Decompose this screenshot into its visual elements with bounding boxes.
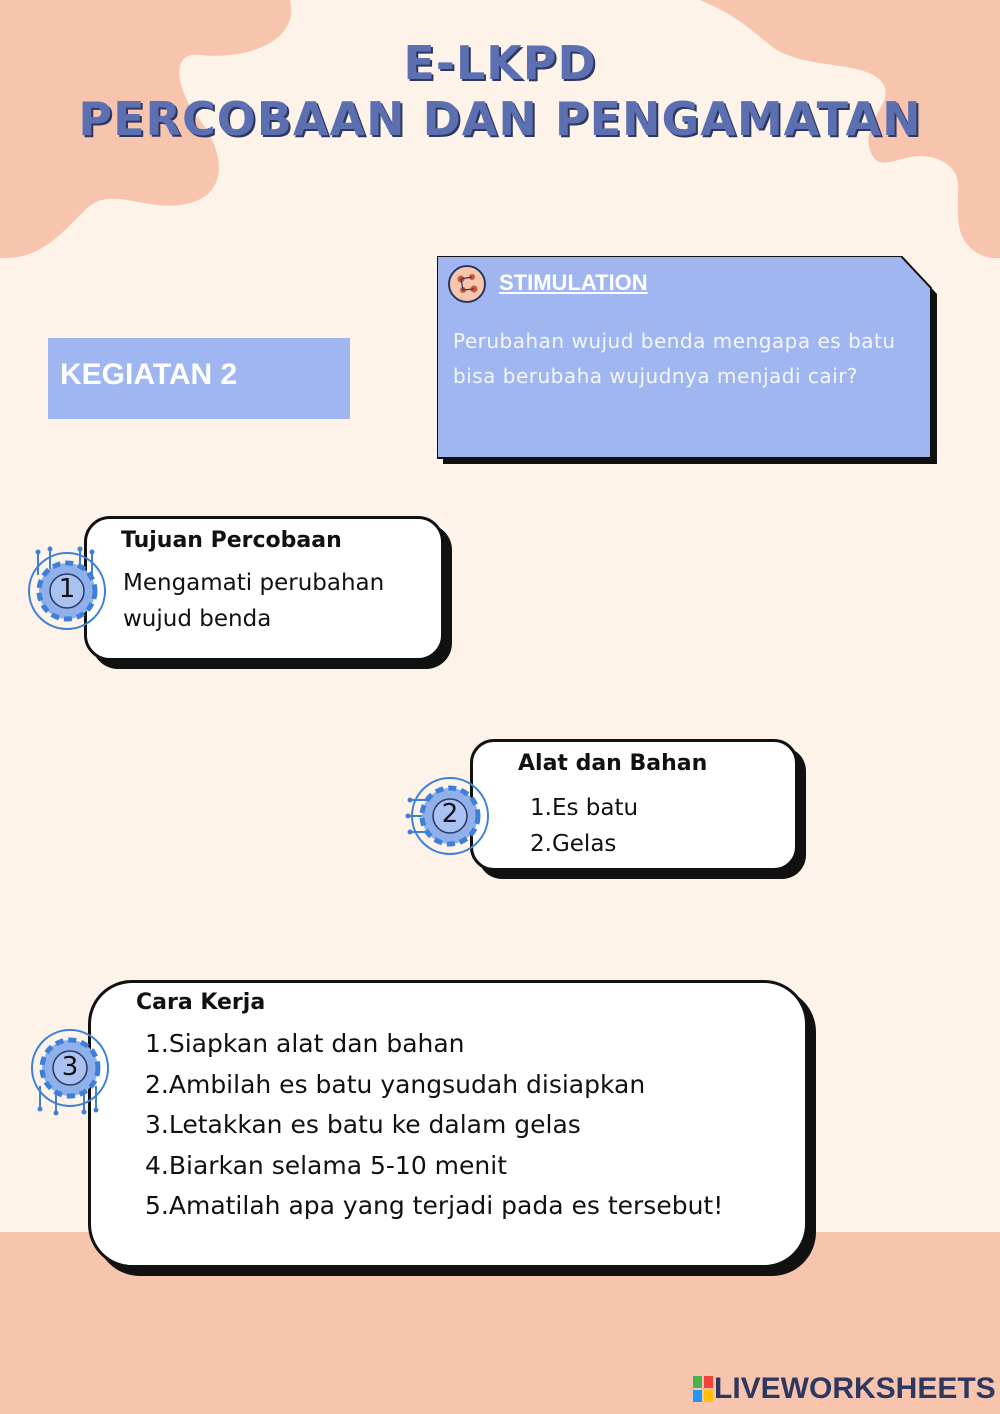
- alat-list: [530, 790, 638, 862]
- step-number-2: 2: [441, 799, 459, 829]
- tujuan-text-line-1: Mengamati perubahan: [123, 570, 385, 596]
- tujuan-text-line-2: wujud benda: [123, 606, 272, 632]
- liveworksheets-logo-icon: [692, 1374, 714, 1404]
- cara-kerja-step-3: 3. Letakkan es batu ke dalam gelas: [145, 1110, 581, 1139]
- kegiatan-label: [48, 338, 350, 419]
- stimulation-title: STIMULATION: [499, 270, 648, 295]
- cara-kerja-step-2: 2. Ambilah es batu yangsudah disiapkan: [145, 1069, 646, 1099]
- page-title-line-1: E-LKPD: [403, 36, 597, 90]
- cara-kerja-step-5: 5. Amatilah apa yang terjadi pada es tersebut!: [145, 1191, 724, 1220]
- step-number-3: 3: [61, 1052, 79, 1082]
- alat-title: Alat dan Bahan: [518, 751, 708, 776]
- cara-kerja-list: [145, 1024, 723, 1227]
- liveworksheets-logo[interactable]: [692, 1372, 996, 1406]
- kegiatan-text: KEGIATAN 2: [60, 358, 238, 391]
- stimulation-text: Perubahan wujud benda mengapa es batu bisa berubaha wujudnya menjadi cair?: [453, 329, 896, 388]
- step-number-1: 1: [58, 574, 76, 604]
- alat-item-2: 2. Gelas: [530, 831, 617, 857]
- page-title-line-2: PERCOBAAN DAN PENGAMATAN: [78, 92, 922, 146]
- cara-kerja-step-1: 1. Siapkan alat dan bahan: [145, 1029, 465, 1058]
- cara-kerja-step-4: 4. Biarkan selama 5-10 menit: [145, 1150, 508, 1180]
- liveworksheets-brand-text: LIVEWORKSHEETS: [714, 1372, 996, 1405]
- alat-item-1: 1. Es batu: [530, 795, 639, 821]
- cara-kerja-title: Cara Kerja: [136, 990, 266, 1015]
- molecule-icon: [448, 265, 486, 303]
- tujuan-title: Tujuan Percobaan: [121, 528, 342, 553]
